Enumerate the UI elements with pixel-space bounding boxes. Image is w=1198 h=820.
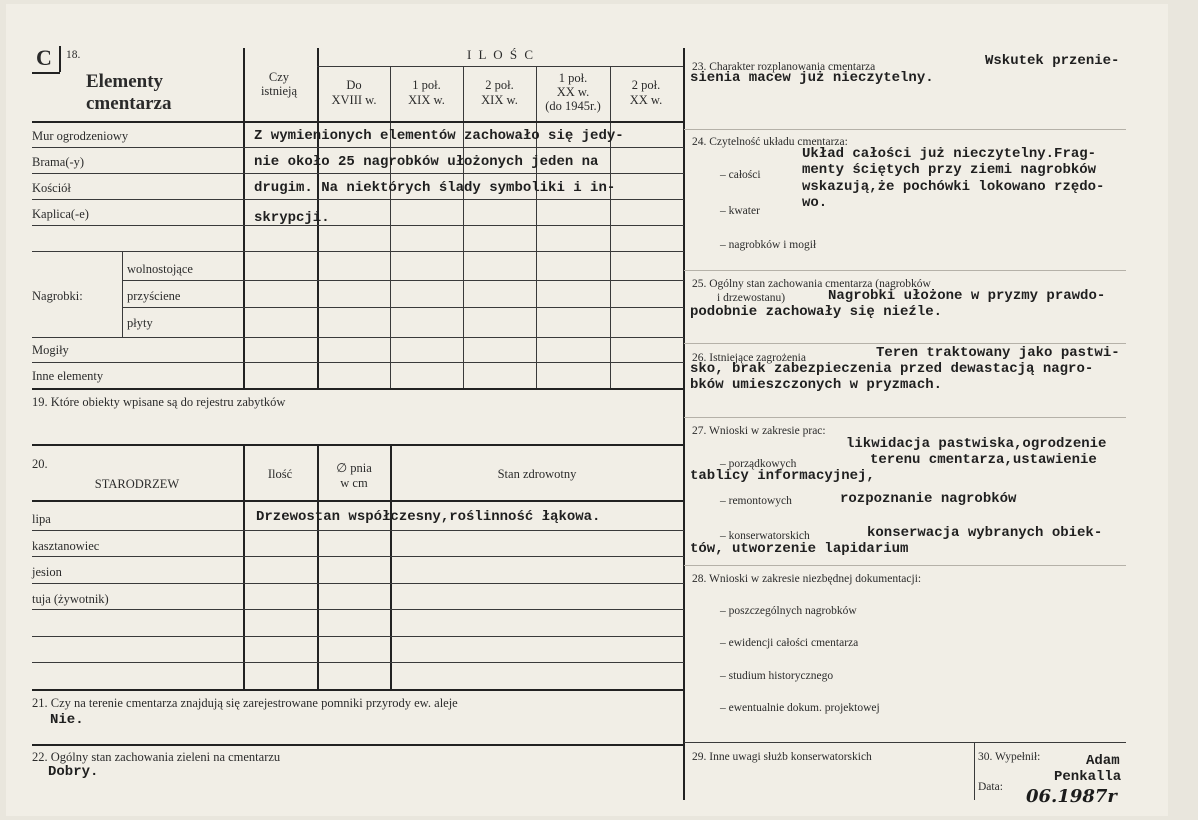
- q28-item-1: – poszczególnych nagrobków: [720, 605, 857, 617]
- elements-typed-3: drugim. Na niektórych ślady symboliki i in-: [254, 180, 616, 196]
- q23-answer-2: sienia macew już nieczytelny.: [690, 70, 934, 86]
- tree-tuja: tuja (żywotnik): [32, 592, 109, 606]
- tree-lipa: lipa: [32, 512, 51, 526]
- trees-col-ilosc: Ilość: [267, 467, 293, 481]
- col4-l2: XX w.: [556, 85, 590, 99]
- trees-col-divider-2: [317, 444, 319, 690]
- q22-answer: Dobry.: [48, 764, 99, 780]
- q21-bottom-line: [32, 744, 684, 746]
- inventory-card: [6, 4, 1168, 816]
- q24-nagrobkow: – nagrobków i mogił: [720, 239, 817, 251]
- q27-konserw-answer-1: konserwacja wybranych obiek-: [867, 525, 1103, 541]
- nagrobki-line-1: [122, 280, 684, 281]
- row-mogily: Mogiły: [32, 343, 69, 357]
- q27-porz-answer-2: terenu cmentarza,ustawienie: [870, 452, 1097, 468]
- section-number: 18.: [66, 49, 81, 61]
- q30-data-label: Data:: [978, 781, 1003, 793]
- czy-istnieja-1: Czy: [268, 70, 290, 84]
- col-divider-4: [536, 66, 537, 388]
- nagrobki-label: Nagrobki:: [32, 289, 83, 303]
- nagrobki-line-3: [32, 337, 684, 338]
- trees-typed: Drzewostan współczesny,roślinność łąkowa.: [256, 509, 601, 525]
- q29-q30-divider: [974, 742, 975, 800]
- q24-answer-1: Układ całości już nieczytelny.Frag-: [802, 146, 1097, 162]
- q24-label: 24. Czytelność układu cmentarza:: [692, 136, 848, 148]
- q24-calosci: – całości: [720, 169, 761, 181]
- q28-item-2: – ewidencji całości cmentarza: [720, 637, 859, 649]
- q28-item-3: – studium historycznego: [720, 670, 834, 682]
- col-divider-5: [610, 66, 611, 388]
- nagrobki-plyty: płyty: [127, 316, 153, 330]
- tree-line-5: [32, 636, 684, 637]
- tree-line-6: [32, 662, 684, 663]
- left-right-divider: [683, 48, 685, 800]
- tree-line-1: [32, 530, 684, 531]
- col2-l1: 1 poł.: [412, 78, 441, 92]
- row-mur: Mur ogrodzeniowy: [32, 129, 129, 143]
- col3-l1: 2 poł.: [485, 78, 514, 92]
- row-line-2: [32, 173, 684, 174]
- q21-answer: Nie.: [50, 712, 84, 728]
- q28-bottom-line: [684, 742, 1126, 743]
- q29-label: 29. Inne uwagi służb konserwatorskich: [692, 751, 872, 763]
- row-line-3: [32, 199, 684, 200]
- ilosc-header: I L O Ś C: [466, 47, 536, 62]
- trees-header-line: [32, 500, 684, 502]
- tree-line-3: [32, 583, 684, 584]
- trees-header: STARODRZEW: [94, 477, 180, 491]
- col5-l2: XX w.: [629, 93, 663, 107]
- elements-typed-1: Z wymienionych elementów zachowało się jedy-: [254, 128, 624, 144]
- q26-bottom-line: [684, 417, 1126, 418]
- q30-name-2: Penkalla: [1054, 769, 1122, 785]
- trees-col-divider-3: [390, 444, 392, 690]
- row-line-1: [32, 147, 684, 148]
- czy-istnieja-2: istnieją: [260, 84, 298, 98]
- row-line-mogily: [32, 362, 684, 363]
- q27-porz-answer-3: tablicy informacyjnej,: [690, 468, 875, 484]
- header-bottom-line: [32, 121, 684, 123]
- section-underline: [32, 72, 60, 74]
- tree-line-2: [32, 556, 684, 557]
- q27-bottom-line: [684, 565, 1126, 566]
- section-divider: [59, 46, 61, 72]
- ilosc-underline: [317, 66, 683, 67]
- trees-col-stan: Stan zdrowotny: [497, 467, 577, 481]
- nagrobki-line-2: [122, 307, 684, 308]
- col3-l2: XIX w.: [481, 93, 518, 107]
- col4-l3: (do 1945r.): [545, 99, 601, 113]
- q21-label: 21. Czy na terenie cmentarza znajdują się zarejestrowane pomniki przyrody ew. aleje: [32, 696, 458, 710]
- q22-label: 22. Ogólny stan zachowania zieleni na cmentarzu: [32, 750, 281, 764]
- tree-jesion: jesion: [32, 565, 62, 579]
- elements-typed-4: skrypcji.: [254, 210, 330, 226]
- q23-bottom-line: [684, 129, 1126, 130]
- q25-answer-2: podobnie zachowały się nieźle.: [690, 304, 943, 320]
- tree-line-4: [32, 609, 684, 610]
- row-kosciol: Kościół: [32, 181, 71, 195]
- q23-label: 23. Charakter rozplanowania cmentarza: [692, 61, 876, 73]
- row-inne: Inne elementy: [32, 369, 104, 383]
- q24-answer-2: menty ściętych przy ziemi nagrobków: [802, 162, 1097, 178]
- q28-item-4: – ewentualnie dokum. projektowej: [720, 702, 880, 714]
- elements-typed-2: nie około 25 nagrobków ułożonych jeden na: [254, 154, 599, 170]
- tree-kasztanowiec: kasztanowiec: [32, 539, 100, 553]
- q28-label: 28. Wnioski w zakresie niezbędnej dokumentacji:: [692, 573, 922, 585]
- q19-label: 19. Które obiekty wpisane są do rejestru zabytków: [32, 395, 286, 409]
- row-line-5: [32, 251, 684, 252]
- q26-answer-2: sko, brak zabezpieczenia przed dewastacją nagro-: [690, 361, 1094, 377]
- trees-bottom-line: [32, 689, 684, 691]
- nagrobki-przysc: przyściene: [127, 289, 181, 303]
- trees-col-divider-1: [243, 444, 245, 690]
- col5-l1: 2 poł.: [631, 78, 661, 92]
- q26-label: 26. Istniejące zagrożenia: [692, 352, 806, 364]
- col4-l1: 1 poł.: [558, 71, 588, 85]
- q25-answer-1: Nagrobki ułożone w pryzmy prawdo-: [828, 288, 1106, 304]
- title-line2: cmentarza: [86, 93, 172, 114]
- nagrobki-divider: [122, 251, 123, 338]
- q24-bottom-line: [684, 270, 1126, 271]
- row-line-4: [32, 225, 684, 226]
- q27-konserw-answer-2: tów, utworzenie lapidarium: [690, 541, 909, 557]
- q27-porz-answer-1: likwidacja pastwiska,ogrodzenie: [846, 436, 1107, 452]
- q24-answer-4: wo.: [802, 195, 828, 211]
- col-divider-2: [390, 66, 391, 388]
- q27-konserw-label: – konserwatorskich: [720, 530, 810, 542]
- q25-label2: i drzewostanu): [717, 292, 786, 304]
- q26-answer-1: Teren traktowany jako pastwi-: [876, 345, 1120, 361]
- q27-remont-label: – remontowych: [720, 495, 792, 507]
- q27-remont-answer: rozpoznanie nagrobków: [840, 491, 1017, 507]
- nagrobki-wolno: wolnostojące: [127, 262, 193, 276]
- elements-bottom-line: [32, 388, 684, 390]
- col2-l2: XIX w.: [408, 93, 445, 107]
- row-brama: Brama(-y): [32, 155, 85, 169]
- q30-name-1: Adam: [1086, 753, 1120, 769]
- q23-answer-1: Wskutek przenie-: [985, 53, 1120, 69]
- q27-label: 27. Wnioski w zakresie prac:: [692, 425, 826, 437]
- q30-date: 06.1987r: [1026, 786, 1117, 807]
- q30-label: 30. Wypełnił:: [978, 751, 1041, 763]
- row-kaplica: Kaplica(-e): [32, 207, 89, 221]
- q24-answer-3: wskazują,że pochówki lokowano rzędo-: [802, 179, 1105, 195]
- trees-col-pnia-1: ∅ pnia: [336, 461, 372, 475]
- q26-answer-3: bków umieszczonych w pryzmach.: [690, 377, 943, 393]
- q25-label: 25. Ogólny stan zachowania cmentarza (nagrobków: [692, 278, 931, 290]
- q19-bottom-line: [32, 444, 684, 446]
- q27-porz-label: – porządkowych: [720, 458, 797, 470]
- col-divider-3: [463, 66, 464, 388]
- col1-l2: XVIII w.: [331, 93, 377, 107]
- col1-l1: Do: [346, 78, 362, 92]
- trees-number: 20.: [32, 457, 48, 471]
- q24-kwater: – kwater: [720, 205, 760, 217]
- section-letter: C: [36, 45, 52, 70]
- q25-bottom-line: [684, 343, 1126, 344]
- title-line1: Elementy: [86, 71, 164, 92]
- trees-col-pnia-2: w cm: [340, 476, 368, 490]
